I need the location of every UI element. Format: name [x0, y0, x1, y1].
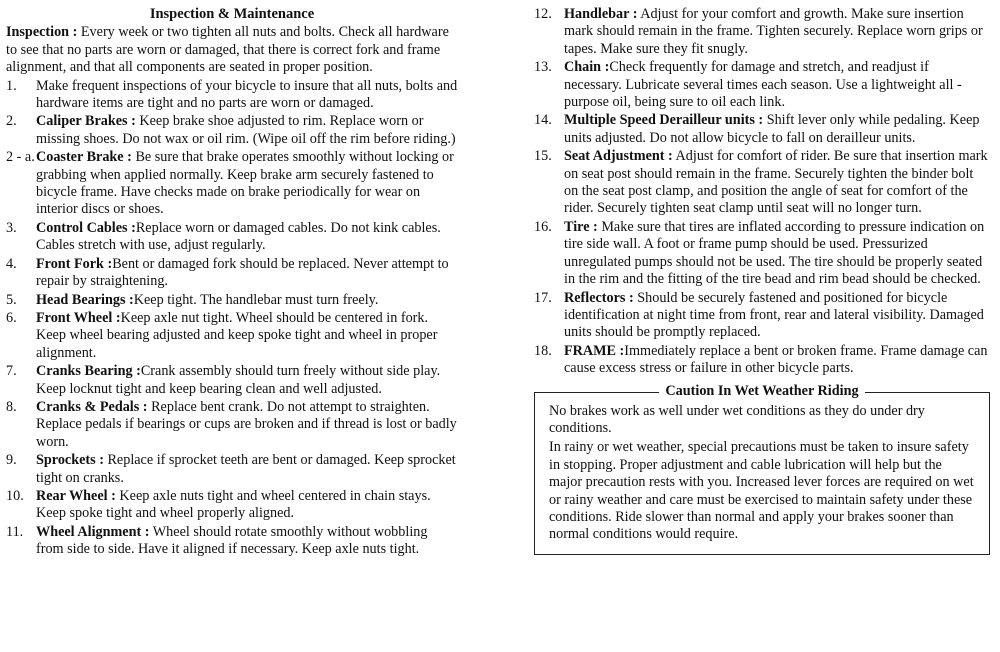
right-column [534, 6, 990, 555]
item-term: FRAME : [564, 342, 625, 359]
item-number: 6. [6, 309, 17, 326]
item-text: Keep axle nut tight. Wheel should be centered in fork. Keep wheel bearing adjusted and keep spoke tight and wheel in proper alignment. [36, 309, 438, 361]
item-number: 14. [534, 112, 552, 129]
item-number: 3. [6, 219, 17, 236]
caution-paragraph: In rainy or wet weather, special precautions must be taken to insure safety in stopping. Proper adjustment and cable lubrication will help but the major precaution rests with you. Increased lever forces are required on wet or rainy weather and care must be exercised to maintain safety under these conditions. Ride slower than normal and apply your brakes sooner than normal conditions would require. [549, 439, 974, 543]
list-item [6, 149, 458, 219]
item-term: Wheel Alignment : [36, 523, 150, 540]
item-term: Cranks Bearing : [36, 363, 141, 380]
list-item [6, 78, 458, 113]
item-text: Keep brake shoe adjusted to rim. Replace worn or missing shoes. Do not wax or oil rim. (Wipe oil off the rim before riding.) [36, 113, 456, 147]
list-item [534, 148, 990, 218]
list-item [534, 290, 990, 342]
item-number: 1. [6, 77, 17, 94]
item-term: Front Wheel : [36, 309, 121, 326]
item-term: Coaster Brake : [36, 149, 132, 166]
item-text: Adjust for your comfort and growth. Make sure insertion mark should remain in the frame. Tighten securely. Replace worn grips or tapes. Make sure they fit snugly. [564, 6, 983, 57]
list-item [6, 452, 458, 487]
item-number: 9. [6, 452, 17, 469]
item-text: Replace bent crank. Do not attempt to straighten. Replace pedals if bearings or cups are broken and if thread is lost or badly worn. [36, 398, 457, 450]
item-term: Rear Wheel : [36, 487, 116, 504]
list-item [6, 292, 458, 309]
item-text: Make frequent inspections of your bicycle to insure that all nuts, bolts and hardware items are tight and no parts are worn or damaged. [36, 77, 458, 112]
section-title: Inspection & Maintenance [149, 6, 315, 22]
item-term: Chain : [564, 59, 610, 76]
left-column [6, 6, 458, 560]
item-term: Front Fork : [36, 255, 113, 272]
list-item [6, 256, 458, 291]
caution-title: Caution In Wet Weather Riding [659, 383, 864, 399]
list-item [6, 524, 458, 559]
list-item [534, 6, 990, 58]
item-term: Caliper Brakes : [36, 113, 136, 130]
item-number: 8. [6, 398, 17, 415]
item-number: 17. [534, 289, 552, 306]
list-item [534, 343, 990, 378]
list-item [534, 112, 990, 147]
inspection-intro [6, 24, 458, 76]
intro-term: Inspection : [6, 24, 78, 41]
item-text: Keep axle nuts tight and wheel centered in chain stays. Keep spoke tight and wheel properly aligned. [36, 487, 431, 522]
item-text: Be sure that brake operates smoothly without locking or grabbing when applied normally. Keep brake arm securely fastened to bicycle frame. Have checks made on brake periodically for wear on interior discs or shoes. [36, 149, 454, 218]
item-term: Handlebar : [564, 6, 638, 22]
item-text: Adjust for comfort of rider. Be sure that insertion mark on seat post should remain in the frame. Securely tighten the binder bolt on the seat post clamp, and position the angle of seat for comfort of the rider. Securely tighten seat clamp until seat will no longer turn. [564, 148, 988, 217]
list-item [6, 310, 458, 362]
list-item [534, 59, 990, 111]
list-item [534, 219, 990, 289]
list-item [6, 399, 458, 451]
item-text: Check frequently for damage and stretch, and readjust if necessary. Lubricate several times each season. Use a lightweight all - purpose oil, being sure to oil each link. [564, 59, 962, 111]
item-text: Make sure that tires are inflated according to pressure indication on tire side wall. A foot or frame pump should be used. Pressurized unregulated pumps should not be used. The tire should be properly seated in the rim and the fitting of the tire bead and rim bead should be checked. [564, 218, 985, 288]
item-number: 7. [6, 363, 17, 380]
item-term: Sprockets : [36, 452, 104, 469]
item-term: Seat Adjustment : [564, 148, 673, 165]
item-number: 11. [6, 523, 24, 540]
item-number: 2. [6, 113, 17, 130]
item-term: Head Bearings : [36, 291, 134, 308]
item-term: Tire : [564, 218, 598, 235]
item-number: 12. [534, 6, 552, 22]
item-text: Wheel should rotate smoothly without wobbling from side to side. Have it aligned if necessary. Keep axle nuts tight. [36, 523, 428, 558]
item-term: Cranks & Pedals : [36, 398, 148, 415]
list-item [6, 220, 458, 255]
item-number: 16. [534, 218, 552, 235]
item-text: Bent or damaged fork should be replaced. Never attempt to repair by straightening. [36, 255, 449, 290]
caution-box [534, 382, 990, 555]
list-item [6, 488, 458, 523]
item-term: Multiple Speed Derailleur units : [564, 112, 764, 129]
item-number: 5. [6, 291, 17, 308]
item-text: Immediately replace a bent or broken frame. Frame damage can cause excess stress or failure in other bicycle parts. [564, 342, 988, 377]
item-text: Shift lever only while pedaling. Keep units adjusted. Do not allow bicycle to fall on derailleur units. [564, 112, 980, 146]
item-text: Replace if sprocket teeth are bent or damaged. Keep sprocket tight on cranks. [36, 452, 456, 486]
intro-text: Every week or two tighten all nuts and bolts. Check all hardware to see that no parts are worn or damaged, that there is correct fork and frame alignment, and that all components are seated in proper position. [6, 24, 449, 76]
item-number: 15. [534, 148, 552, 165]
caution-paragraph: No brakes work as well under wet conditions as they do under dry conditions. [549, 402, 925, 436]
item-number: 18. [534, 342, 552, 359]
item-text: Should be securely fastened and positioned for bicycle identification at night time from front, rear and lateral visibility. Damaged units should be promptly replaced. [564, 289, 984, 341]
item-term: Reflectors : [564, 289, 634, 306]
list-item [6, 113, 458, 148]
item-number: 10. [6, 487, 24, 504]
item-term: Control Cables : [36, 219, 136, 236]
item-number: 13. [534, 59, 552, 76]
item-number: 2 - a. [6, 149, 35, 166]
list-item [6, 363, 458, 398]
item-text: Replace worn or damaged cables. Do not kink cables. Cables stretch with use, adjust regularly. [36, 219, 441, 254]
item-number: 4. [6, 255, 17, 272]
item-text: Keep tight. The handlebar must turn freely. [133, 291, 379, 308]
item-text: Crank assembly should turn freely without side play. Keep locknut tight and keep bearing clean and well adjusted. [36, 363, 441, 397]
